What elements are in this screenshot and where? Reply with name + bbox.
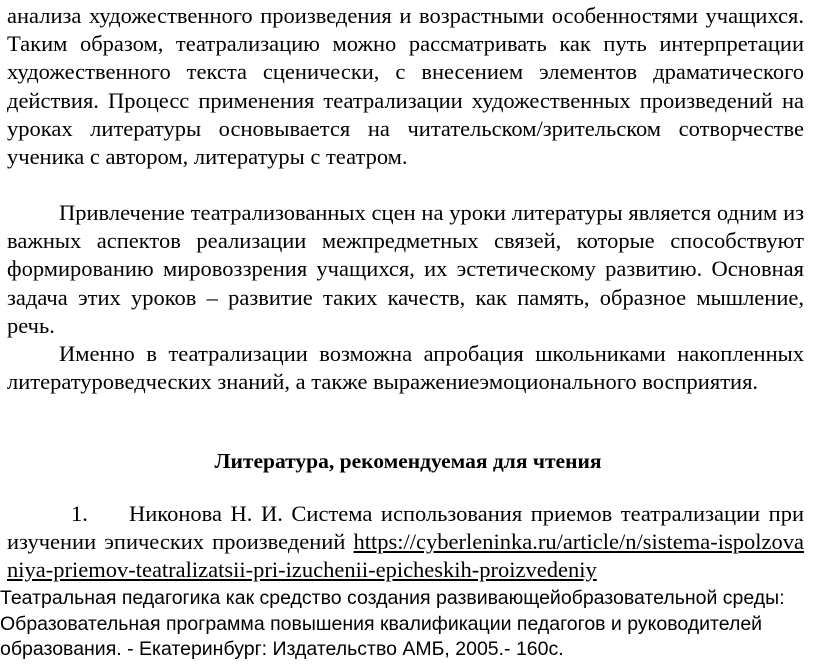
body-paragraph-1: анализа художественного произведения и возрастными особенностями учащихся. Таким образом, театрализацию можно рассматривать как путь интерпретации художественного текста сценически, с внесением элементов драматического действия. Процесс применения театрализации художественных произведений на уроках литературы основывается на читательском/зрительском сотворчестве ученика с автором, литературы с театром. xyxy=(7,3,804,170)
body-paragraph-3: Именно в театрализации возможна апробация школьниками накопленных литературоведческих знаний, а также выражениеэмоционального восприятия. xyxy=(7,341,804,395)
references-heading: Литература, рекомендуемая для чтения xyxy=(214,449,602,473)
reference-item-1 xyxy=(7,500,804,585)
trailing-reference-text: Театральная педагогика как средство создания развивающейобразовательной среды: Образовательная программа повышения квалификации педагогов и руководителей образования. - Екатеринбург: Издательство АМБ, 2005.- 160с. xyxy=(0,587,785,660)
body-paragraph-2: Привлечение театрализованных сцен на уроки литературы является одним из важных аспектов реализации межпредметных связей, которые способствуют формированию мировоззрения учащихся, их эстетическому развитию. Основная задача этих уроков – развитие таких качеств, как память, образное мышление, речь. xyxy=(7,200,804,338)
reference-number: 1. xyxy=(71,501,88,526)
reference-text: Никонова Н. И. Система использования приемов театрализации при изучении эпических произведений xyxy=(7,501,804,555)
reference-link[interactable]: https://cyberleninka.ru/article/n/sistema-ispolzovaniya-priemov-teatralizatsii-pri-izuchenii-epicheskih-proizvedeniy xyxy=(7,529,804,583)
